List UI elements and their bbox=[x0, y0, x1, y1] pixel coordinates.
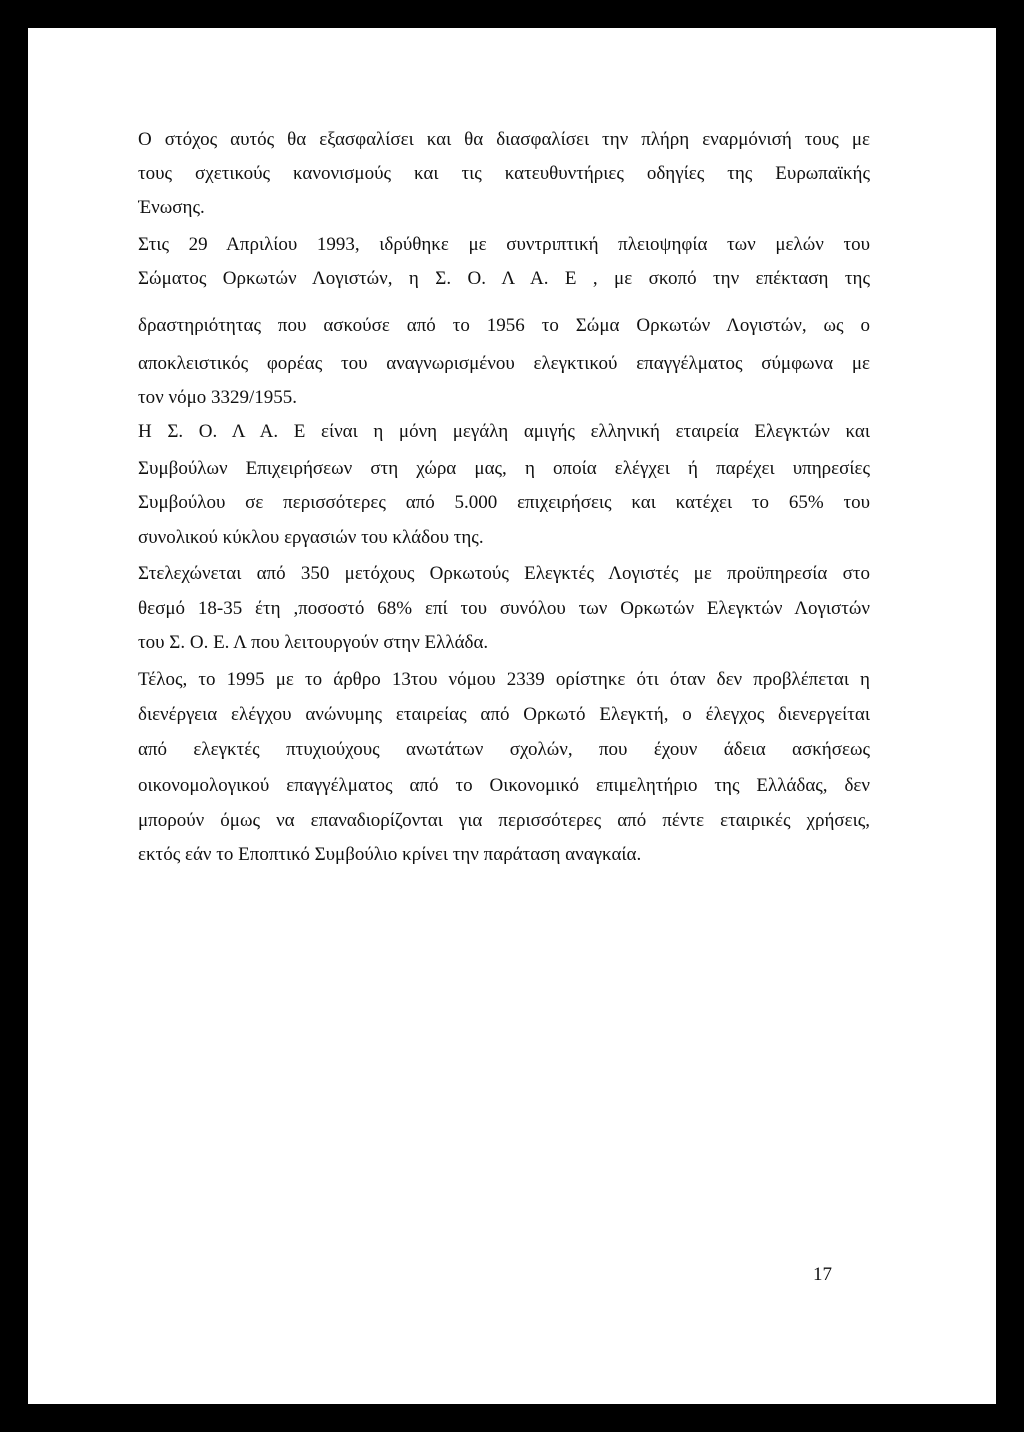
text-line: θεσμό 18-35 έτη ,ποσοστό 68% επί του συνόλου των Ορκωτών Ελεγκτών Λογιστών bbox=[138, 598, 870, 619]
text-line: διενέργεια ελέγχου ανώνυμης εταιρείας από Ορκωτό Ελεγκτή, ο έλεγχος διενεργείται bbox=[138, 704, 870, 725]
text-line: του Σ. Ο. Ε. Λ που λειτουργούν στην Ελλάδα. bbox=[138, 632, 489, 653]
text-line: Συμβούλου σε περισσότερες από 5.000 επιχειρήσεις και κατέχει το 65% του bbox=[138, 492, 870, 513]
text-line: Συμβούλων Επιχειρήσεων στη χώρα μας, η οποία ελέγχει ή παρέχει υπηρεσίες bbox=[138, 458, 870, 479]
text-line: Σώματος Ορκωτών Λογιστών, η Σ. Ο. Λ Α. Ε , με σκοπό την επέκταση της bbox=[138, 268, 870, 289]
text-line: Τέλος, το 1995 με το άρθρο 13του νόμου 2339 ορίστηκε ότι όταν δεν προβλέπεται η bbox=[138, 669, 870, 690]
document-page bbox=[28, 28, 996, 1404]
text-line: Ένωσης. bbox=[138, 197, 205, 218]
text-line: δραστηριότητας που ασκούσε από το 1956 το Σώμα Ορκωτών Λογιστών, ως ο bbox=[138, 315, 870, 336]
text-line: Στις 29 Απριλίου 1993, ιδρύθηκε με συντριπτική πλειοψηφία των μελών του bbox=[138, 234, 870, 255]
text-line: οικονομολογικού επαγγέλματος από το Οικονομικό επιμελητήριο της Ελλάδας, δεν bbox=[138, 775, 870, 796]
text-line: αποκλειστικός φορέας του αναγνωρισμένου ελεγκτικού επαγγέλματος σύμφωνα με bbox=[138, 353, 870, 374]
text-line: Στελεχώνεται από 350 μετόχους Ορκωτούς Ελεγκτές Λογιστές με προϋπηρεσία στο bbox=[138, 563, 870, 584]
text-line: Η Σ. Ο. Λ Α. Ε είναι η μόνη μεγάλη αμιγής ελληνική εταιρεία Ελεγκτών και bbox=[138, 421, 870, 442]
text-line: συνολικού κύκλου εργασιών του κλάδου της. bbox=[138, 527, 484, 548]
text-line: Ο στόχος αυτός θα εξασφαλίσει και θα διασφαλίσει την πλήρη εναρμόνισή τους με bbox=[138, 129, 870, 150]
text-line: από ελεγκτές πτυχιούχους ανωτάτων σχολών, που έχουν άδεια ασκήσεως bbox=[138, 739, 870, 760]
page-number: 17 bbox=[813, 1264, 832, 1285]
text-line: τον νόμο 3329/1955. bbox=[138, 387, 298, 408]
text-line: τους σχετικούς κανονισμούς και τις κατευθυντήριες οδηγίες της Ευρωπαϊκής bbox=[138, 163, 870, 184]
text-line: μπορούν όμως να επαναδιορίζονται για περισσότερες από πέντε εταιρικές χρήσεις, bbox=[138, 810, 870, 831]
text-line: εκτός εάν το Εποπτικό Συμβούλιο κρίνει την παράταση αναγκαία. bbox=[138, 844, 642, 865]
